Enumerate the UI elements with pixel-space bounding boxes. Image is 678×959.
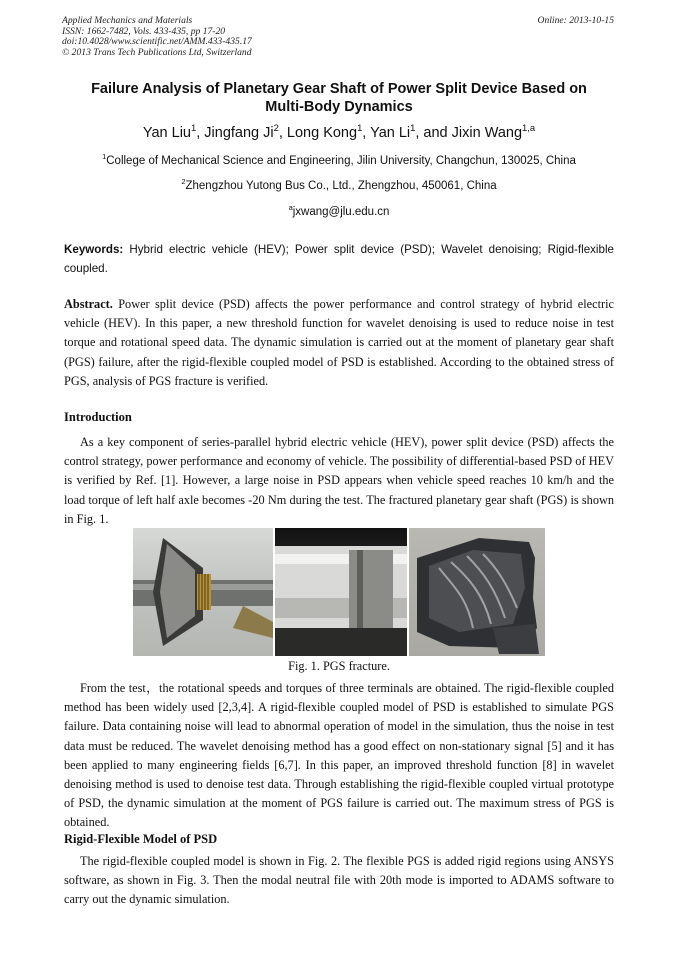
copyright-line: © 2013 Trans Tech Publications Ltd, Switzerland (62, 46, 252, 58)
gear-photo (133, 528, 273, 656)
affiliation-1 (40, 152, 638, 167)
author-name: Jingfang Ji (204, 124, 274, 141)
keywords-label: Keywords: (64, 243, 124, 256)
introduction-paragraph-1: As a key component of series-parallel hybrid electric vehicle (HEV), power split device (PSD) affects the control strategy, power performance and economy of vehicle. The possibility of differential-based PSD of HEV is verified by Ref. [1]. However, a large noise in PSD appears when vehicle speed reaches 10 km/h and the load torque of left half axle becomes -20 Nm during the test. The fractured planetary gear shaft (PGS) is shown in Fig. 1. (64, 435, 614, 526)
figure-1-caption: Fig. 1. PGS fracture. (288, 659, 390, 673)
figure-1 (133, 528, 545, 656)
author-affiliation-sup: 1 (190, 122, 197, 133)
fracture-illustration (409, 528, 545, 656)
keywords (64, 240, 614, 278)
affiliation-2-sup: 2 (181, 177, 186, 186)
online-date: Online: 2013-10-15 (537, 15, 614, 26)
author-affiliation-sup: 1,a (522, 122, 536, 133)
author-separator: , (278, 124, 287, 141)
affiliation-2-text: Zhengzhou Yutong Bus Co., Ltd., Zhengzhou, 450061, China (185, 179, 497, 192)
author-separator: , (362, 124, 371, 141)
author-name: Long Kong (286, 124, 358, 141)
author-affiliation-sup: 1 (410, 122, 416, 133)
affiliation-1-sup: 1 (102, 152, 107, 161)
title-line-1: Failure Analysis of Planetary Gear Shaft of Power Split Device Based on (91, 81, 587, 97)
section-2-heading: Rigid-Flexible Model of PSD (64, 832, 218, 846)
section-2-paragraph-1: The rigid-flexible coupled model is shown in Fig. 2. The flexible PGS is added rigid regions using ANSYS software, as shown in Fig. 3. Then the modal neutral file with 20th mode is imported to ADAMS software to carry out the dynamic simulation. (64, 854, 614, 907)
email-line (40, 203, 638, 218)
author-affiliation-sup: 2 (273, 122, 279, 133)
introduction-paragraph-2: From the test，the rotational speeds and torques of three terminals are obtained. The rigid-flexible coupled method has been widely used [2,3,4]. A rigid-flexible coupled model of PSD is established to simulate PGS failure. Data containing noise will lead to abnormal operation of model in the simulation, thus the noise in test data must be reduced. The wavelet denoising method has a good effect on non-stationary signal [5] and it has been applied to many engineering fields [6,7]. In this paper, an improved threshold function [8] in wavelet denoising method is used to denoise test data. Through establishing the rigid-flexible coupled virtual prototype of PSD, the dynamic simulation at the moment of PGS failure is carried out. The maximum stress of PGS is obtained. (64, 681, 614, 830)
author-separator: , (196, 124, 205, 141)
author-list (40, 122, 638, 141)
fracture-photo (409, 528, 545, 656)
affiliation-2 (40, 177, 638, 192)
email-address: jxwang@jlu.edu.cn (292, 205, 390, 218)
email-sup: a (288, 203, 293, 212)
shaft-photo (275, 528, 407, 656)
author-name: Yan Liu (142, 124, 191, 141)
running-header (62, 16, 252, 58)
abstract (64, 295, 614, 391)
shaft-illustration (275, 528, 407, 656)
gear-illustration (133, 528, 273, 656)
abstract-text: Power split device (PSD) affects the power performance and control strategy of hybrid electric vehicle (HEV). In this paper, a new threshold function for wavelet denoising is used to reduce noise in test torque and rotational speed data. The dynamic simulation is carried out at the moment of planetary gear shaft (PGS) failure, after the rigid-flexible coupled model of PSD is established. According to the obtained stress of PGS, analysis of PGS fracture is verified. (64, 297, 614, 388)
title-line-2: Multi-Body Dynamics (265, 99, 413, 115)
introduction-heading: Introduction (64, 410, 132, 424)
issn-line: ISSN: 1662-7482, Vols. 433-435, pp 17-20 (62, 25, 226, 37)
doi-line: doi:10.4028/www.scientific.net/AMM.433-435.17 (62, 36, 252, 47)
affiliation-1-text: College of Mechanical Science and Engineering, Jilin University, Changchun, 130025, China (106, 154, 576, 167)
author-affiliation-sup: 1 (357, 122, 363, 133)
author-name: Yan Li (370, 124, 411, 141)
author-name: Jixin Wang (451, 124, 523, 141)
journal-name: Applied Mechanics and Materials (62, 15, 193, 26)
author-separator: , and (415, 124, 452, 141)
abstract-label: Abstract. (64, 297, 113, 311)
paper-title (40, 80, 638, 116)
keywords-text: Hybrid electric vehicle (HEV); Power split device (PSD); Wavelet denoising; Rigid-flexible coupled. (64, 243, 614, 276)
